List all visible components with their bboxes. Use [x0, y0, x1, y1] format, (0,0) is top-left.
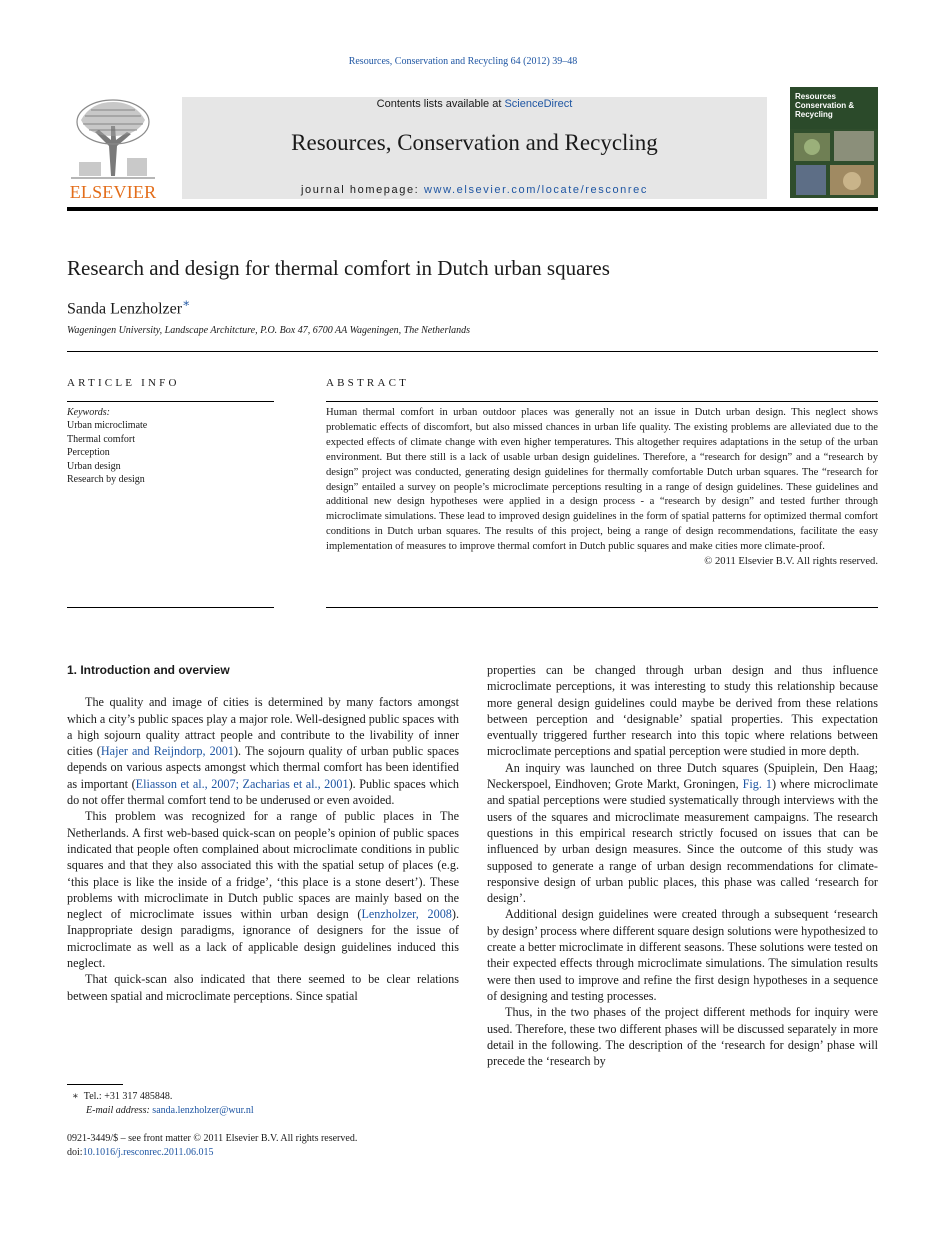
keyword: Thermal comfort [67, 433, 136, 445]
author-name: Sanda Lenzholzer [67, 300, 183, 318]
footnote-mark: ∗ [72, 1091, 79, 1102]
keyword: Urban microclimate [67, 420, 148, 432]
paragraph: properties can be changed through urban design and thus influence microclimate perceptions, it was interesting to study this relationship because more general design guidelines could maybe be derived from these relations between perception and ‘designable’ spatial properties. This expectation eventually triggered further research into this topic where relations between microclimate perceptions and spatial perception were studied in more depth. [487, 663, 878, 759]
paragraph: Thus, in the two phases of the project different methods for inquiry were used. Therefore, these two different phases will be discussed separately in more detail in the following. The description of the ‘research for design’ phase will precede the ‘research by [487, 1005, 878, 1069]
citation-link[interactable]: Eliasson et al., 2007; Zacharias et al., 2001 [135, 776, 349, 791]
homepage-link[interactable]: www.elsevier.com/locate/resconrec [424, 184, 648, 196]
journal-cover[interactable] [790, 87, 878, 198]
footnote-email-line [67, 1104, 459, 1118]
title-rule [67, 351, 878, 352]
article-info-rule [67, 401, 274, 402]
abstract-text: Human thermal comfort in urban outdoor places was generally not an issue in Dutch urban design. This neglect shows problematic effects of discomfort, but also missed chances in urban life quality. The existing problems are alleviated due to the expected effects of climate change with even higher temperatures. This altogether requires adaptations in the setup of the urban environment. But there still is a lack of usable urban design guidelines. Therefore, a “research for design” and a “research by design” project was conducted, generating design guidelines for thermally comfortable Dutch urban squares. The “research for design” entailed a survey on people’s microclimate perceptions resulting in a range of design guidelines. These guidelines and additional new design hypotheses were applied in a design process - a “research by design” and tested further through microclimate simulations. These lead to improved design guidelines in the form of spatial patterns for optimized thermal comfort conditions in Dutch urban squares. The results of this project, being a range of design recommendations, facilitate the easy implementation of measures to improve thermal comfort in Dutch public squares and make cities more climate-proof. [326, 407, 878, 553]
article-title: Research and design for thermal comfort in Dutch urban squares [67, 256, 610, 280]
author-affiliation: Wageningen University, Landscape Architcture, P.O. Box 47, 6700 AA Wageningen, The Netherlands [67, 325, 471, 336]
author-footnote-mark[interactable]: ∗ [182, 296, 191, 310]
homepage-label: journal homepage: [301, 184, 424, 196]
keyword: Perception [67, 447, 110, 459]
journal-name: Resources, Conservation and Recycling [291, 130, 658, 155]
footnote-tel-line [67, 1090, 459, 1104]
contents-prefix: Contents lists available at [376, 98, 505, 110]
paragraph: That quick-scan also indicated that there seemed to be clear relations between spatial and microclimate perceptions. Since spatial [67, 972, 459, 1003]
abstract-text-block [326, 406, 878, 570]
journal-citation[interactable]: Resources, Conservation and Recycling 64 (2012) 39–48 [348, 56, 578, 67]
keyword: Research by design [67, 474, 145, 486]
elsevier-wordmark: ELSEVIER [69, 182, 157, 202]
header-rule [67, 207, 878, 211]
body-right-column [487, 662, 878, 1069]
keywords-block [67, 406, 274, 486]
section-title: 1. Introduction and overview [67, 663, 230, 677]
paragraph: The quality and image of cities is determined by many factors amongst which a city’s public spaces play a major role. Well-designed public spaces with a high sojourn quality attract people and contribute to the livability of inner cities (Hajer and Reijndorp, 2001). The sojourn quality of urban public spaces depends on various aspects amongst which thermal comfort has been identified as important (Eliasson et al., 2007; Zacharias et al., 2001). Public spaces which do not offer thermal comfort tend to be underused or even avoided. [67, 695, 460, 808]
figure-link[interactable]: Fig. 1 [742, 777, 772, 792]
issn-line: 0921-3449/$ – see front matter © 2011 Elsevier B.V. All rights reserved. [67, 1133, 358, 1144]
email-label: E-mail address: [86, 1104, 153, 1116]
keyword: Urban design [67, 460, 121, 472]
paragraph: An inquiry was launched on three Dutch squares (Spuiplein, Den Haag; Neckerspoel, Eindhoven; Grote Markt, Groningen, Fig. 1) where microclimate and spatial perceptions were studied systematically through interviews with the users of the squares and microclimate measurement campaigns. The research questions in this empirical research strictly focused on issues that can be influenced by urban design measures. Since the outcome of this study was supposed to generate a range of urban design recommendations for climate-responsive design of urban public places, this phase was called ‘research for design’. [487, 760, 878, 906]
abstract-heading: ABSTRACT [326, 377, 410, 389]
citation-link[interactable]: Hajer and Reijndorp, 2001 [100, 744, 234, 759]
cover-photos-image [790, 129, 878, 198]
doi-label: doi: [67, 1146, 83, 1158]
article-info-heading: ARTICLE INFO [67, 377, 180, 389]
elsevier-logo [67, 96, 159, 200]
cover-title: Resources Conservation & Recycling [795, 92, 855, 119]
footnote-rule [67, 1084, 123, 1085]
citation-link[interactable]: Lenzholzer, 2008 [361, 907, 452, 922]
journal-homepage [182, 184, 767, 196]
paragraph: This problem was recognized for a range of public places in The Netherlands. A first web-based quick-scan on people’s opinion of public spaces indicated that people often complained about microclimate conditions in public squares and that they also associated this with the spatial setup of places (e.g. ‘this place is like the inside of a fridge’, ‘this place is a stone desert’). These problems with microclimate in Dutch public spaces are mainly based on the neglect of microclimate issues within urban design (Lenzholzer, 2008). Inappropriate design paradigms, ignorance of designers for the issue of microclimate as well as a lack of applicable design guidelines induced this neglect. [67, 809, 459, 971]
contents-line [182, 98, 767, 110]
body-left-column [67, 662, 459, 1004]
author-footnote [67, 1090, 459, 1117]
abstract-copyright: © 2011 Elsevier B.V. All rights reserved. [704, 556, 878, 568]
abstract-bottom-rule [326, 607, 878, 608]
email-link[interactable]: sanda.lenzholzer@wur.nl [152, 1104, 254, 1116]
sciencedirect-link[interactable]: ScienceDirect [504, 98, 573, 110]
front-matter [67, 1132, 357, 1159]
footnote-tel: Tel.: +31 317 485848. [83, 1091, 173, 1102]
paragraph: Additional design guidelines were created through a subsequent ‘research by design’ process where different square design solutions were hypothesized to create a better microclimate in different seasons. These solutions were tested on their expected effects through microclimate simulations. The simulation results were then used to improve and refine the first design hypotheses in a sequence of designing and testing processes. [487, 907, 878, 1003]
abstract-rule [326, 401, 878, 402]
doi-link[interactable]: 10.1016/j.resconrec.2011.06.015 [82, 1146, 214, 1158]
keywords-label: Keywords: [67, 407, 110, 418]
author-line [67, 296, 190, 318]
doi-line [67, 1146, 357, 1160]
tree-icon [71, 96, 155, 180]
article-info-bottom-rule [67, 607, 274, 608]
